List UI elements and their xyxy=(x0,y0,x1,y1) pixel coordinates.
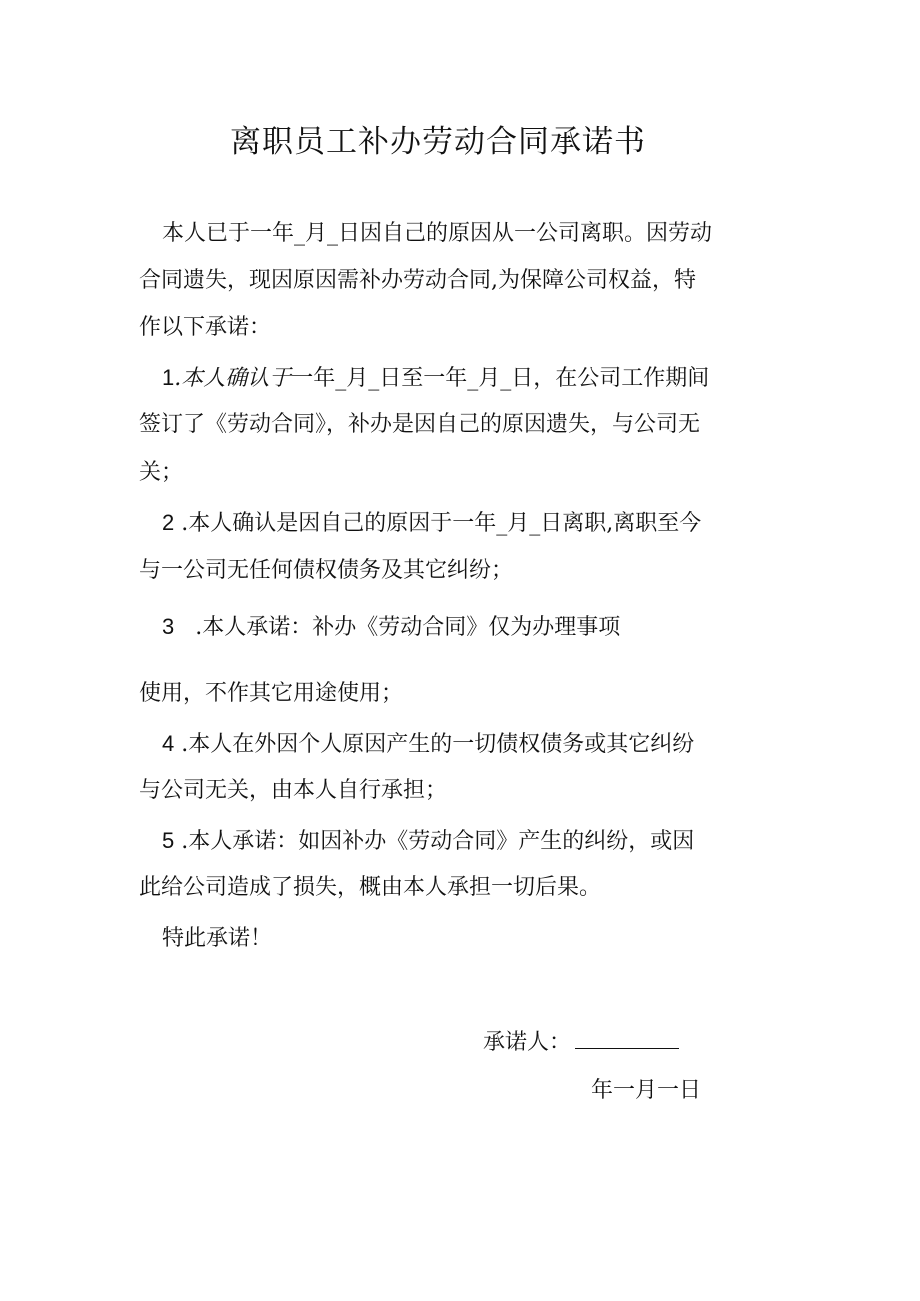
item-3-number: 3 xyxy=(162,614,175,639)
intro-line-1: 本人已于一年_月_日因自己的原因从一公司离职。因劳动 xyxy=(162,221,713,246)
item-2-text: .本人确认是因自己的原因于一年_月_日离职,离职至今 xyxy=(174,511,702,536)
item-3-line-2: 使用，不作其它用途使用； xyxy=(139,681,404,706)
intro-line-3: 作以下承诺： xyxy=(139,315,272,340)
intro-line-2: 合同遗失，现因原因需补办劳动合同,为保障公司权益，特 xyxy=(139,268,696,293)
item-3-line-1 xyxy=(162,612,620,643)
item-5-line-1 xyxy=(162,826,694,857)
date-text: 年一月一日 xyxy=(591,1078,702,1103)
closing-text: 特此承诺！ xyxy=(162,926,273,951)
item-5-number: 5 xyxy=(162,828,175,853)
item-5-text: .本人承诺：如因补办《劳动合同》产生的纠纷，或因 xyxy=(174,829,695,854)
item-3-text: .本人承诺：补办《劳动合同》仅为办理事项 xyxy=(174,615,621,640)
item-1-number: 1 xyxy=(162,365,175,390)
item-1-line-3: 关； xyxy=(139,460,184,485)
item-4-text: .本人在外因个人原因产生的一切债权债务或其它纠纷 xyxy=(174,732,695,757)
item-5-line-2: 此给公司造成了损失，概由本人承担一切后果。 xyxy=(139,875,602,900)
item-4-line-1 xyxy=(162,729,694,760)
item-1-line-2: 签订了《劳动合同》，补办是因自己的原因遗失，与公司无 xyxy=(139,412,701,437)
item-2-line-2: 与一公司无任何债权债务及其它纠纷； xyxy=(139,558,514,583)
item-1-text: 一年_月_日至一年_月_日，在公司工作期间 xyxy=(291,366,710,391)
document-title: 离职员工补办劳动合同承诺书 xyxy=(230,124,646,160)
item-1-line-1 xyxy=(162,363,709,394)
item-2-line-1 xyxy=(162,508,701,539)
signature-label: 承诺人： xyxy=(483,1030,572,1055)
signature-blank xyxy=(575,1026,679,1049)
item-4-line-2: 与公司无关，由本人自行承担； xyxy=(139,778,448,803)
item-2-number: 2 xyxy=(162,510,175,535)
signature-row xyxy=(483,1026,679,1058)
item-4-number: 4 xyxy=(162,731,175,756)
item-1-italic-text: .本人确认于 xyxy=(174,366,292,391)
